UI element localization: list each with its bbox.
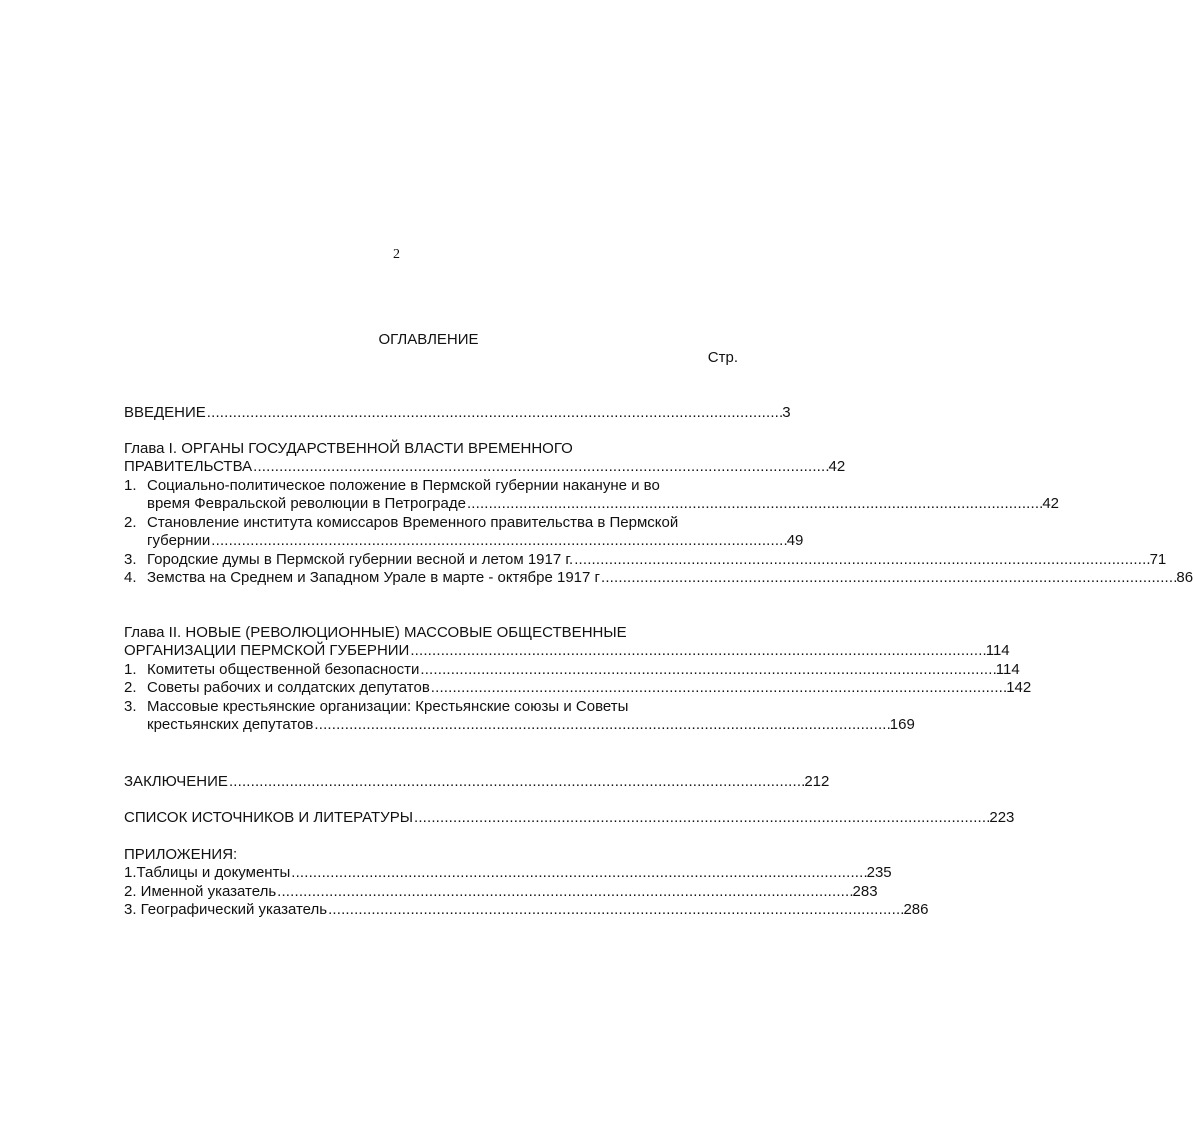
chapter-1-section-4 [124,569,1193,588]
entry-page: 114 [995,660,1020,678]
section-title-end: губернии [147,532,211,549]
section-title: Социально-политическое положение в Пермской губернии накануне и во [147,476,660,494]
entry-page: 223 [989,809,1015,826]
entry-page: 86 [1176,569,1193,586]
leader-dots [467,495,1041,514]
leader-dots [574,551,1148,570]
entry-title: ОРГАНИЗАЦИИ ПЕРМСКОЙ ГУБЕРНИИ [124,642,410,659]
section-number: 1. [124,476,137,494]
entry-title: 3. Географический указатель [124,901,328,918]
entry-title: 1.Таблицы и документы [124,864,291,881]
entry-page: 142 [1006,679,1032,696]
leader-dots [207,404,781,423]
appendix-item [124,901,929,920]
leader-dots [431,679,1005,698]
entry-page: 49 [786,532,804,549]
section-number: 1. [124,660,137,678]
leader-dots [211,532,785,551]
section-number: 2. [124,513,137,531]
section-number: 4. [124,569,137,586]
section-title: Городские думы в Пермской губернии весной и летом 1917 г. [147,550,574,568]
toc-entry-intro [124,404,791,423]
table-of-contents [124,404,1193,920]
entry-page: 71 [1149,550,1167,568]
toc-title: ОГЛАВЛЕНИЕ [378,331,479,348]
page-column-label: Стр. [707,349,738,366]
toc-entry-sources [124,809,1015,828]
entry-page: 286 [903,901,929,918]
chapter-1-title-end [124,458,846,477]
section-title: Земства на Среднем и Западном Урале в марте - октябре 1917 г [147,569,601,586]
section-title-end: время Февральской революции в Петрограде [147,495,466,512]
appendices-title: ПРИЛОЖЕНИЯ: [124,845,238,863]
leader-dots [229,773,803,792]
entry-title: 2. Именной указатель [124,882,277,900]
section-title-end: крестьянских депутатов [147,716,314,733]
entry-title: ВВЕДЕНИЕ [124,404,206,421]
appendix-item [124,864,892,883]
chapter-2-section-3 [124,697,915,735]
entry-page: 114 [985,642,1010,659]
entry-page: 42 [828,458,846,475]
section-title: Массовые крестьянские организации: Крестьянские союзы и Советы [147,697,629,715]
chapter-1-title: Глава I. ОРГАНЫ ГОСУДАРСТВЕННОЙ ВЛАСТИ ВРЕМЕННОГО [124,439,573,457]
toc-entry-conclusion [124,772,830,792]
leader-dots [328,901,902,920]
leader-dots [601,569,1175,588]
section-title: Комитеты общественной безопасности [147,660,420,678]
leader-dots [420,661,994,680]
entry-page: 42 [1042,495,1060,512]
section-title: Советы рабочих и солдатских депутатов [147,679,430,696]
section-number: 3. [124,697,137,715]
chapter-2-section-2 [124,679,1032,698]
chapter-2-section-1 [124,660,1020,680]
entry-page: 212 [804,772,830,790]
entry-page: 169 [889,716,915,733]
entry-title: ЗАКЛЮЧЕНИЕ [124,772,228,790]
leader-dots [253,458,827,477]
chapter-2-title-end [124,642,1010,661]
leader-dots [291,864,865,883]
leader-dots [414,809,988,828]
entry-page: 235 [866,864,892,881]
entry-title: ПРАВИТЕЛЬСТВА [124,458,253,475]
section-number: 2. [124,679,137,696]
entry-title: СПИСОК ИСТОЧНИКОВ И ЛИТЕРАТУРЫ [124,809,413,826]
chapter-1-section-3 [124,550,1167,570]
chapter-1-section-2 [124,513,804,551]
entry-page: 283 [852,882,878,900]
appendix-item [124,882,878,902]
entry-page: 3 [782,404,791,421]
section-title: Становление института комиссаров Временного правительства в Пермской [147,513,679,531]
leader-dots [410,642,984,661]
leader-dots [277,883,851,902]
page-number: 2 [393,247,400,262]
chapter-1-section-1 [124,476,1060,514]
section-number: 3. [124,550,137,568]
chapter-2-title: Глава II. НОВЫЕ (РЕВОЛЮЦИОННЫЕ) МАССОВЫЕ ОБЩЕСТВЕННЫЕ [124,623,627,641]
leader-dots [314,716,888,735]
